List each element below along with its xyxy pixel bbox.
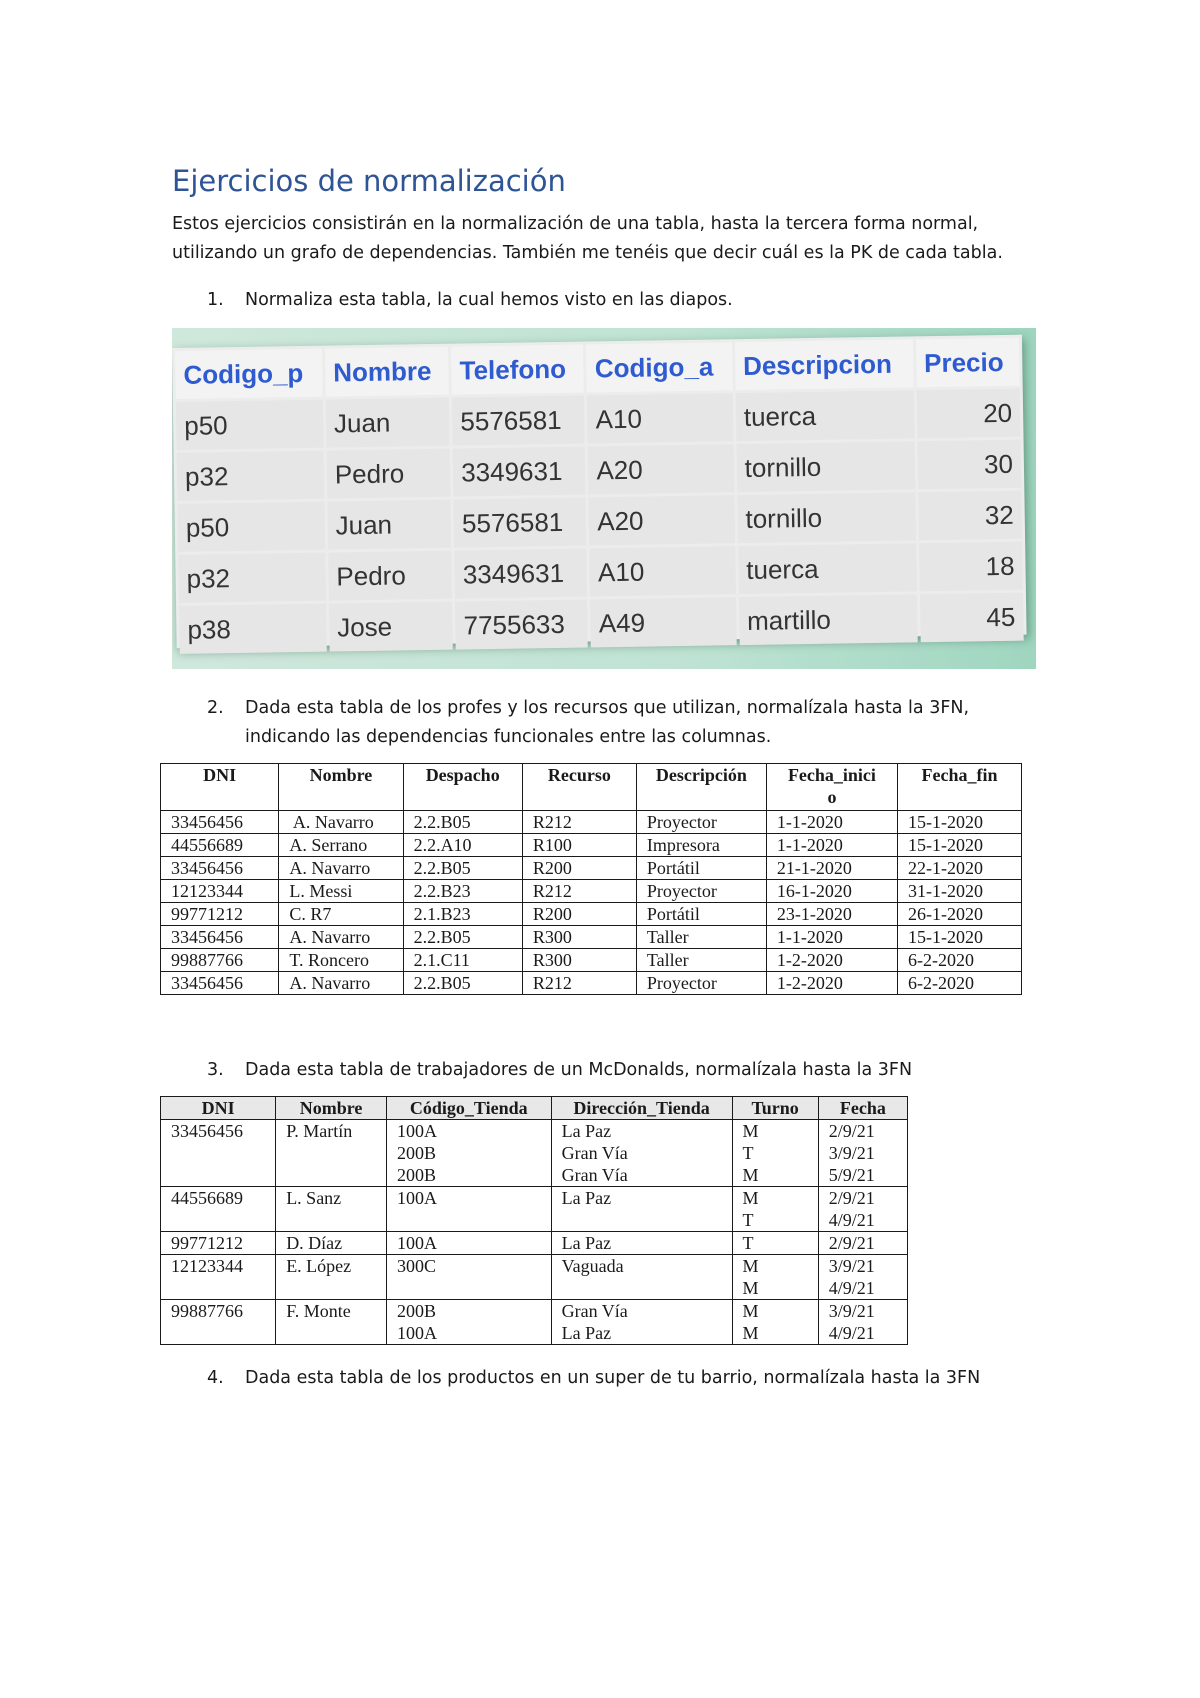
table-cell: tornillo	[736, 441, 915, 492]
table-cell: 33456456	[161, 811, 279, 834]
table-cell: A49	[590, 597, 736, 647]
cell-line: Vaguada	[561, 1256, 624, 1276]
table-cell: Impresora	[636, 834, 766, 857]
cell-line: L. Sanz	[286, 1188, 342, 1208]
table-cell	[161, 1232, 276, 1255]
cell-line: 4/9/21	[828, 1278, 875, 1298]
cell-line: 4/9/21	[828, 1323, 875, 1343]
exercise-text: indicando las dependencias funcionales entre las columnas.	[245, 727, 772, 747]
cell-line: 99771212	[171, 1233, 243, 1253]
table-cell	[276, 1232, 387, 1255]
table-row	[161, 972, 1022, 995]
exercise-number: 3.	[207, 1060, 224, 1080]
cell-line: 2/9/21	[828, 1188, 875, 1208]
cell-line: M	[742, 1165, 759, 1185]
intro-paragraph: Estos ejercicios consistirán en la normalización de una tabla, hasta la tercera forma normal, utilizando un grafo de dependencias. También me tenéis que decir cuál es la PK de cada tabla.	[172, 214, 1003, 263]
exercise-1-table-image	[172, 328, 1036, 669]
table-cell: 18	[919, 542, 1023, 592]
column-header: Nombre	[279, 764, 403, 811]
cell-line: M	[742, 1188, 759, 1208]
cell-line: F. Monte	[286, 1301, 351, 1321]
table-row	[161, 880, 1022, 903]
table-cell: 30	[917, 440, 1021, 490]
table-row	[161, 1300, 908, 1345]
table-row	[161, 1120, 908, 1187]
table-cell: 23-1-2020	[766, 903, 897, 926]
exercise-number: 2.	[207, 698, 224, 718]
table-cell: 1-1-2020	[766, 834, 897, 857]
table-cell	[276, 1187, 387, 1232]
table-cell: R300	[522, 926, 636, 949]
cell-line: M	[742, 1278, 759, 1298]
cell-line: 44556689	[171, 1188, 243, 1208]
table-cell: A. Navarro	[279, 811, 403, 834]
cell-line: 100A	[396, 1233, 437, 1253]
table-row	[179, 593, 1024, 654]
table-cell: Proyector	[636, 880, 766, 903]
table-cell: 5576581	[452, 396, 585, 446]
table-cell	[551, 1187, 732, 1232]
column-header: Descripción	[636, 764, 766, 811]
cell-line: M	[742, 1323, 759, 1343]
column-header: Descripcion	[735, 339, 914, 390]
cell-line: 200B	[396, 1165, 436, 1185]
table-cell: 12123344	[161, 880, 279, 903]
table-cell	[551, 1120, 732, 1187]
table-cell: 3349631	[454, 549, 587, 599]
cell-line: M	[742, 1121, 759, 1141]
table-cell	[818, 1187, 907, 1232]
mcdonalds-workers-table	[160, 1096, 908, 1345]
table-cell	[386, 1300, 551, 1345]
table-cell: Jose	[329, 602, 453, 652]
table-cell	[276, 1120, 387, 1187]
column-header: Codigo_p	[175, 349, 323, 399]
column-header: DNI	[161, 1097, 276, 1120]
table-cell: 15-1-2020	[898, 834, 1022, 857]
table-cell	[732, 1187, 818, 1232]
cell-line: T	[742, 1143, 754, 1163]
table-cell	[161, 1300, 276, 1345]
cell-line: La Paz	[561, 1323, 612, 1343]
cell-line: La Paz	[561, 1188, 612, 1208]
table-cell	[276, 1300, 387, 1345]
products-table	[172, 335, 1027, 657]
table-cell: 1-2-2020	[766, 972, 897, 995]
table-cell: A. Navarro	[279, 857, 403, 880]
table-cell	[818, 1120, 907, 1187]
table-cell: 16-1-2020	[766, 880, 897, 903]
column-header: Fecha	[818, 1097, 907, 1120]
table-cell: C. R7	[279, 903, 403, 926]
table-cell: L. Messi	[279, 880, 403, 903]
cell-line: 200B	[396, 1301, 436, 1321]
column-header: Despacho	[403, 764, 522, 811]
table-cell	[161, 1187, 276, 1232]
cell-line: M	[742, 1256, 759, 1276]
table-cell: 15-1-2020	[898, 926, 1022, 949]
table-cell	[818, 1255, 907, 1300]
table-cell: Juan	[327, 500, 451, 550]
table-cell: A. Serrano	[279, 834, 403, 857]
table-cell: 6-2-2020	[898, 949, 1022, 972]
table-cell: 20	[917, 389, 1021, 439]
table-cell: p38	[179, 604, 327, 654]
cell-line: La Paz	[561, 1121, 612, 1141]
column-header: Nombre	[276, 1097, 387, 1120]
table-cell: 2.2.B23	[403, 880, 522, 903]
table-cell: 3349631	[453, 447, 586, 497]
table-cell: A. Navarro	[279, 972, 403, 995]
cell-line: 99887766	[171, 1301, 243, 1321]
table-row	[161, 1232, 908, 1255]
cell-line: M	[742, 1301, 759, 1321]
cell-line: Gran Vía	[561, 1165, 628, 1185]
table-cell	[732, 1255, 818, 1300]
table-cell	[161, 1255, 276, 1300]
table-cell	[551, 1232, 732, 1255]
table-row	[161, 926, 1022, 949]
table-cell: T. Roncero	[279, 949, 403, 972]
column-header: Telefono	[451, 345, 584, 395]
table-cell: 99887766	[161, 949, 279, 972]
table-cell: R100	[522, 834, 636, 857]
table-cell: R200	[522, 903, 636, 926]
table-cell: 1-1-2020	[766, 926, 897, 949]
table-cell: 2.1.B23	[403, 903, 522, 926]
cell-line: 3/9/21	[828, 1143, 875, 1163]
table-cell: 2.1.C11	[403, 949, 522, 972]
cell-line: 5/9/21	[828, 1165, 875, 1185]
table-cell: 33456456	[161, 857, 279, 880]
column-header: Codigo_a	[586, 342, 732, 392]
cell-line: 100A	[396, 1121, 437, 1141]
table-cell: 5576581	[454, 498, 587, 548]
column-header: Nombre	[325, 347, 449, 397]
table-cell	[732, 1232, 818, 1255]
column-header: Dirección_Tienda	[551, 1097, 732, 1120]
table-cell: 2.2.A10	[403, 834, 522, 857]
table-row	[161, 1255, 908, 1300]
cell-line: P. Martín	[286, 1121, 353, 1141]
column-header: DNI	[161, 764, 279, 811]
table-cell	[386, 1255, 551, 1300]
table-cell	[818, 1232, 907, 1255]
document-title: Ejercicios de normalización	[172, 164, 566, 198]
cell-line: T	[742, 1210, 754, 1230]
table-cell: R212	[522, 811, 636, 834]
cell-line: 300C	[396, 1256, 436, 1276]
table-cell: A10	[590, 546, 736, 596]
table-cell: Juan	[326, 398, 450, 448]
cell-line: Gran Vía	[561, 1143, 628, 1163]
table-cell: A. Navarro	[279, 926, 403, 949]
table-cell: R300	[522, 949, 636, 972]
teachers-resources-table	[160, 763, 1022, 995]
cell-line: La Paz	[561, 1233, 612, 1253]
cell-line: 100A	[396, 1323, 437, 1343]
table-cell	[386, 1120, 551, 1187]
table-row	[161, 834, 1022, 857]
table-cell: A20	[589, 495, 735, 545]
table-cell: 33456456	[161, 972, 279, 995]
table-cell: p50	[176, 400, 324, 450]
table-cell: A20	[588, 444, 734, 494]
table-row	[161, 857, 1022, 880]
cell-line: 2/9/21	[828, 1233, 875, 1253]
table-cell: 45	[920, 593, 1024, 643]
cell-line: 3/9/21	[828, 1256, 875, 1276]
cell-line: D. Díaz	[286, 1233, 343, 1253]
column-header: Precio	[916, 338, 1020, 388]
cell-line: 200B	[396, 1143, 436, 1163]
table-cell: Portátil	[636, 903, 766, 926]
column-header: Fecha_inici o	[766, 764, 897, 811]
table-cell: p50	[177, 502, 325, 552]
table-cell: R212	[522, 880, 636, 903]
exercise-text: Dada esta tabla de trabajadores de un McDonalds, normalízala hasta la 3FN	[245, 1060, 913, 1080]
table-cell	[732, 1120, 818, 1187]
table-cell: 33456456	[161, 926, 279, 949]
table-cell: tuerca	[735, 390, 914, 441]
table-cell: p32	[178, 553, 326, 603]
table-cell: 44556689	[161, 834, 279, 857]
table-cell: 99771212	[161, 903, 279, 926]
table-row	[161, 811, 1022, 834]
table-cell	[276, 1255, 387, 1300]
table-cell: 26-1-2020	[898, 903, 1022, 926]
table-cell: Taller	[636, 926, 766, 949]
table-cell: 6-2-2020	[898, 972, 1022, 995]
exercise-text: Dada esta tabla de los productos en un super de tu barrio, normalízala hasta la 3FN	[245, 1368, 981, 1388]
table-cell: A10	[587, 393, 733, 443]
table-row	[161, 1187, 908, 1232]
table-cell: martillo	[739, 594, 918, 645]
column-header: Turno	[732, 1097, 818, 1120]
cell-line: T	[742, 1233, 754, 1253]
table-cell: 1-1-2020	[766, 811, 897, 834]
table-cell: 2.2.B05	[403, 972, 522, 995]
cell-line: 33456456	[171, 1121, 243, 1141]
column-header: Recurso	[522, 764, 636, 811]
cell-line: 3/9/21	[828, 1301, 875, 1321]
table-cell: 2.2.B05	[403, 811, 522, 834]
table-cell	[732, 1300, 818, 1345]
table-cell: 2.2.B05	[403, 857, 522, 880]
table-cell: 31-1-2020	[898, 880, 1022, 903]
cell-line: 2/9/21	[828, 1121, 875, 1141]
table-cell	[551, 1300, 732, 1345]
table-cell	[386, 1187, 551, 1232]
cell-line: 4/9/21	[828, 1210, 875, 1230]
column-header: Código_Tienda	[386, 1097, 551, 1120]
table-cell: R200	[522, 857, 636, 880]
table-row	[161, 949, 1022, 972]
cell-line: 12123344	[171, 1256, 243, 1276]
table-cell	[161, 1120, 276, 1187]
table-cell	[818, 1300, 907, 1345]
table-cell: tornillo	[737, 492, 916, 543]
table-row	[161, 903, 1022, 926]
table-cell: Pedro	[328, 551, 452, 601]
table-cell: R212	[522, 972, 636, 995]
table-cell: 15-1-2020	[898, 811, 1022, 834]
table-cell: Proyector	[636, 972, 766, 995]
table-cell: 2.2.B05	[403, 926, 522, 949]
table-cell: 22-1-2020	[898, 857, 1022, 880]
table-cell: Proyector	[636, 811, 766, 834]
table-cell: 1-2-2020	[766, 949, 897, 972]
column-header: Fecha_fin	[898, 764, 1022, 811]
table-cell: p32	[177, 451, 325, 501]
table-cell: 7755633	[455, 600, 588, 650]
exercise-number: 1.	[207, 290, 224, 310]
exercise-number: 4.	[207, 1368, 224, 1388]
cell-line: E. López	[286, 1256, 352, 1276]
exercise-text: Normaliza esta tabla, la cual hemos visto en las diapos.	[245, 290, 733, 310]
table-cell: 21-1-2020	[766, 857, 897, 880]
cell-line: 100A	[396, 1188, 437, 1208]
table-cell: Taller	[636, 949, 766, 972]
table-cell: Portátil	[636, 857, 766, 880]
table-cell	[386, 1232, 551, 1255]
table-cell: tuerca	[738, 543, 917, 594]
table-cell	[551, 1255, 732, 1300]
cell-line: Gran Vía	[561, 1301, 628, 1321]
table-cell: Pedro	[326, 449, 450, 499]
exercise-text: Dada esta tabla de los profes y los recursos que utilizan, normalízala hasta la 3FN,	[245, 698, 970, 718]
table-cell: 32	[918, 491, 1022, 541]
